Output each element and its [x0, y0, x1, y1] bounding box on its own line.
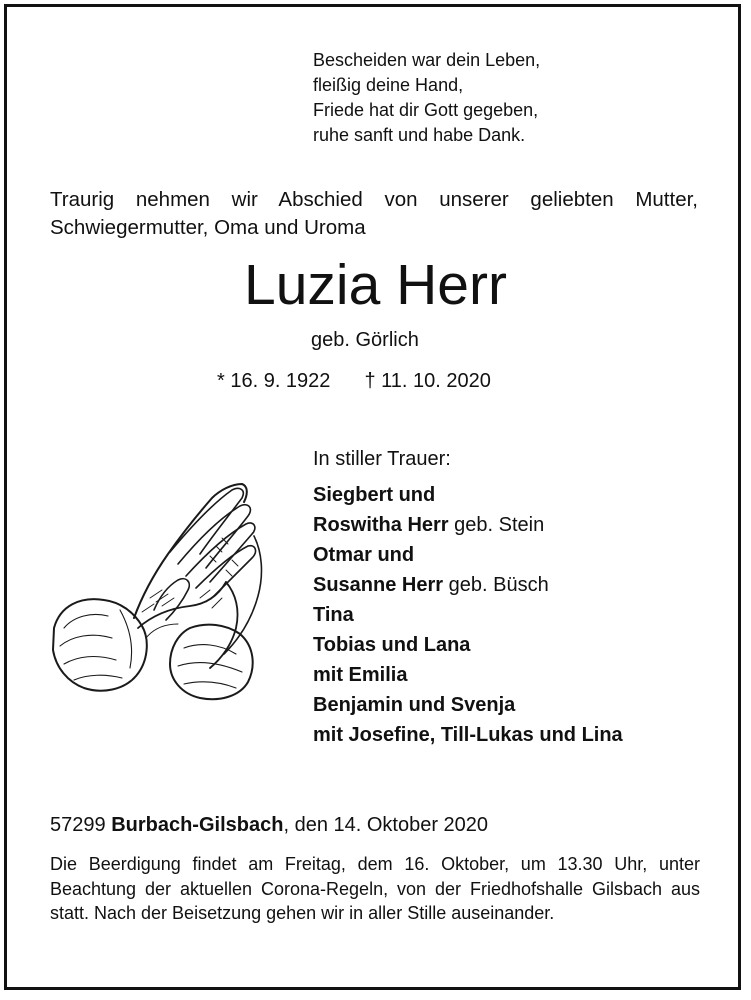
funeral-notice: Die Beerdigung findet am Freitag, dem 16. Oktober, um 13.30 Uhr, unter Beachtung der aktuellen Corona-Regeln, von der Friedhofshalle Gilsbach aus statt. Nach der Beisetzung gehen wir in aller Stille auseinander.	[50, 854, 700, 923]
birth-date: * 16. 9. 1922	[217, 370, 331, 392]
deceased-name: Luzia Herr	[244, 253, 507, 317]
town-name: Burbach-Gilsbach	[111, 814, 284, 836]
mourner-line	[313, 480, 623, 510]
mourner-line	[313, 720, 623, 750]
life-dates	[217, 368, 491, 394]
poem-line: Bescheiden war dein Leben,	[313, 50, 541, 70]
mourner-name: Tina	[313, 604, 354, 626]
intro-line: Traurig nehmen wir Abschied von unserer geliebten Mutter,	[50, 188, 698, 211]
mourner-line	[313, 540, 623, 570]
mourner-line	[313, 660, 623, 690]
death-date: † 11. 10. 2020	[364, 370, 491, 392]
memorial-poem	[313, 48, 540, 148]
mourner-line	[313, 510, 623, 540]
mourner-note: geb. Büsch	[443, 574, 549, 596]
poem-line: fleißig deine Hand,	[313, 75, 464, 95]
notice-date: , den 14. Oktober 2020	[283, 814, 489, 836]
place-and-date	[50, 812, 488, 838]
mourner-name: Roswitha Herr	[313, 514, 449, 536]
mourner-line	[313, 630, 623, 660]
mourner-name: Benjamin und Svenja	[313, 694, 516, 716]
poem-line: ruhe sanft und habe Dank.	[313, 125, 526, 145]
mourner-line	[313, 690, 623, 720]
mourners-list	[313, 480, 623, 750]
mourner-name: mit Emilia	[313, 664, 408, 686]
mourners-heading: In stiller Trauer:	[313, 448, 451, 470]
postal-code: 57299	[50, 814, 106, 836]
mourner-line	[313, 570, 623, 600]
poem-line: Friede hat dir Gott gegeben,	[313, 100, 539, 120]
mourner-name: Otmar und	[313, 544, 415, 566]
intro-text	[50, 186, 698, 242]
mourner-name: Siegbert und	[313, 484, 436, 506]
mourner-name: Susanne Herr	[313, 574, 444, 596]
praying-hands-icon	[50, 478, 270, 703]
birth-name: geb. Görlich	[311, 329, 419, 351]
mourner-note: geb. Stein	[448, 514, 545, 536]
mourner-name: mit Josefine, Till-Lukas und Lina	[313, 724, 623, 746]
mourner-line	[313, 600, 623, 630]
mourner-name: Tobias und Lana	[313, 634, 471, 656]
intro-line: Schwiegermutter, Oma und Uroma	[50, 216, 366, 239]
